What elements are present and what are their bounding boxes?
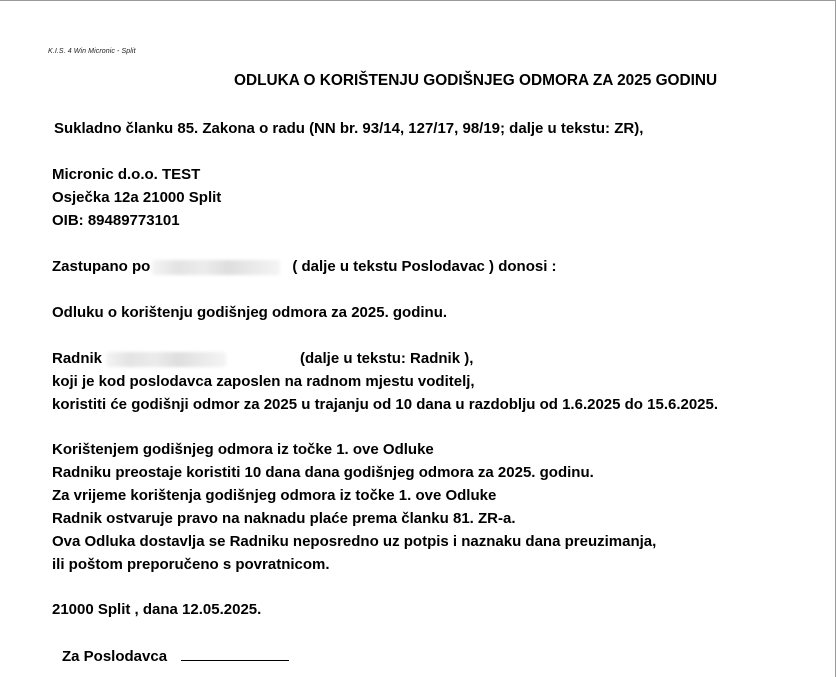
signature-line — [181, 646, 289, 661]
employee-suffix: (dalje u tekstu: Radnik ), — [300, 350, 474, 367]
software-tag: K.I.S. 4 Win Micronic - Split — [48, 48, 136, 55]
redacted-representative — [152, 260, 280, 275]
employee-prefix: Radnik — [52, 350, 103, 367]
decision-intro: Odluku o korištenju godišnjeg odmora za 2025. godinu. — [52, 304, 448, 321]
term-line: Ova Odluka dostavlja se Radniku neposredno uz potpis i naznaku dana preuzimanja, — [52, 533, 657, 550]
employee-leave-period: koristiti će godišnji odmor za 2025 u trajanju od 10 dana u razdoblju od 1.6.2025 do 15.6.2025. — [52, 396, 719, 413]
represented-line — [52, 256, 557, 278]
place-date: 21000 Split , dana 12.05.2025. — [52, 601, 262, 618]
term-line: ili poštom preporučeno s povratnicom. — [52, 556, 330, 573]
represented-suffix: ( dalje u tekstu Poslodavac ) donosi : — [292, 258, 557, 275]
term-line: Radnik ostvaruje pravo na naknadu plaće prema članku 81. ZR-a. — [52, 510, 516, 527]
redacted-employee — [106, 352, 226, 367]
represented-prefix: Zastupano po — [52, 258, 151, 275]
signature-label: Za Poslodavca — [62, 648, 168, 665]
term-line: Korištenjem godišnjeg odmora iz točke 1. ove Odluke — [52, 441, 434, 458]
employee-position: koji je kod poslodavca zaposlen na radnom mjestu voditelj, — [52, 373, 475, 390]
signature-block — [62, 646, 289, 668]
employer-name: Micronic d.o.o. TEST — [52, 166, 201, 183]
employer-oib: OIB: 89489773101 — [52, 212, 180, 229]
document-title: ODLUKA O KORIŠTENJU GODIŠNJEG ODMORA ZA 2025 GODINU — [234, 72, 718, 89]
term-line: Za vrijeme korištenja godišnjeg odmora iz točke 1. ove Odluke — [52, 487, 497, 504]
term-line: Radniku preostaje koristiti 10 dana dana godišnjeg odmora za 2025. godinu. — [52, 464, 594, 481]
legal-basis: Sukladno članku 85. Zakona o radu (NN br. 93/14, 127/17, 98/19; dalje u tekstu: ZR), — [54, 120, 644, 137]
employee-line — [52, 348, 473, 370]
employer-address: Osječka 12a 21000 Split — [52, 189, 222, 206]
